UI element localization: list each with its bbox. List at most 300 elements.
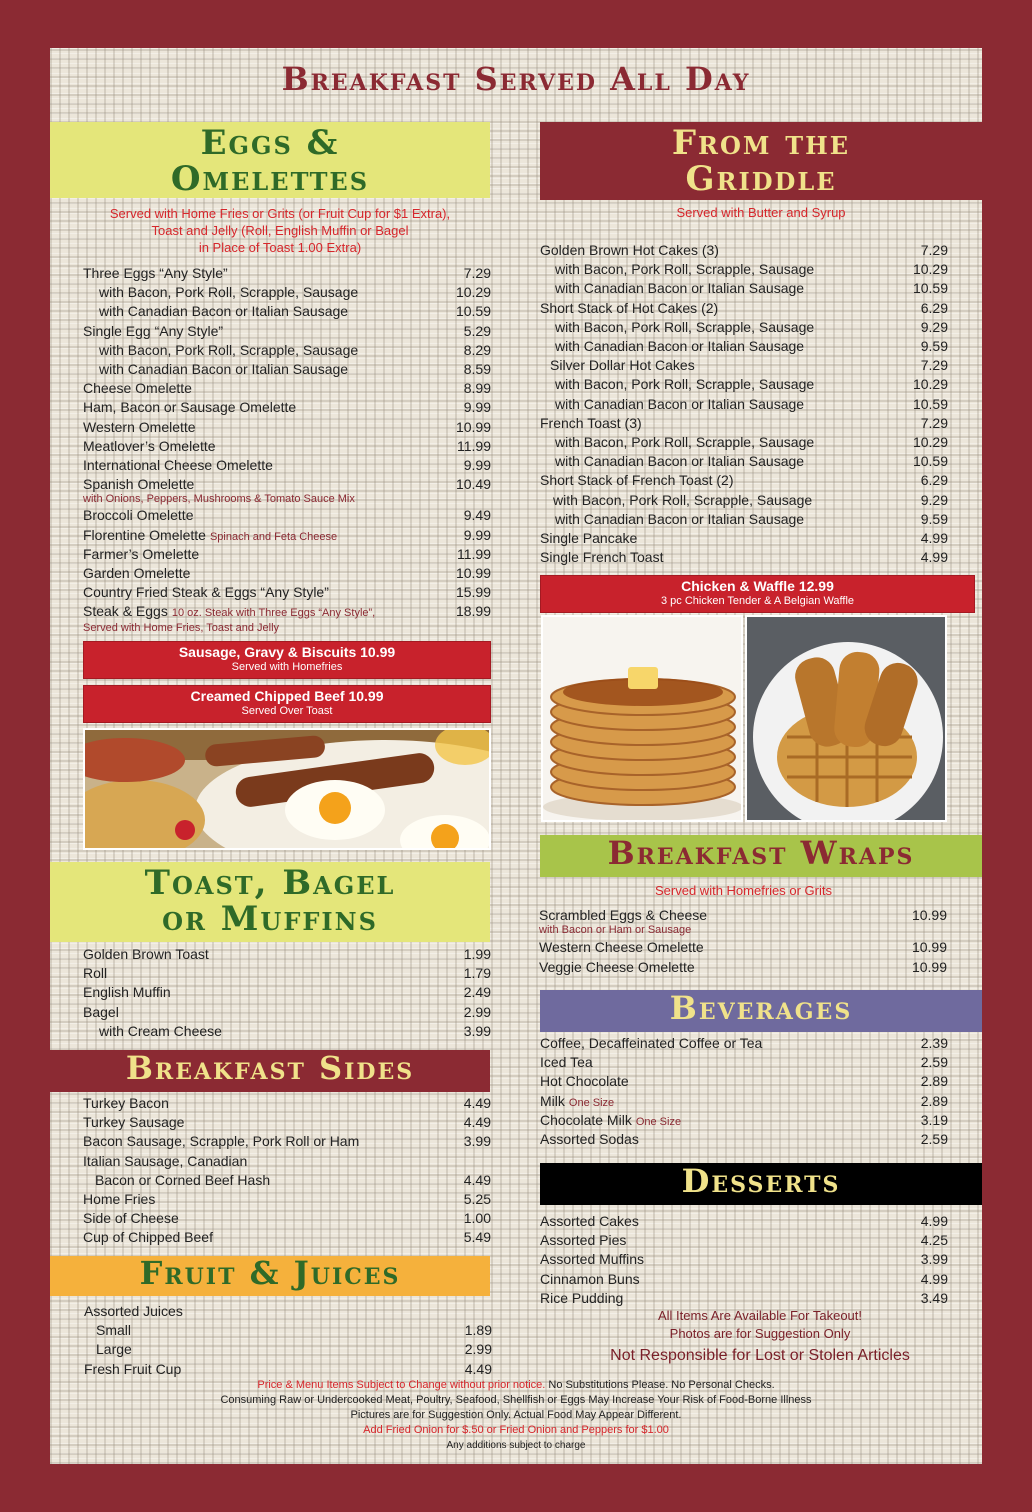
menu-item-name — [555, 319, 814, 336]
menu-item-price: 10.59 — [912, 453, 948, 470]
menu-item-name — [540, 415, 642, 432]
beverages-heading: Beverages — [540, 990, 982, 1032]
menu-item-label: with Bacon, Pork Roll, Scrapple, Sausage — [555, 434, 815, 450]
menu-item-label: French Toast (3) — [540, 414, 642, 431]
eggs-note-line1: Served with Home Fries or Grits (or Fruit Cup for $1 Extra), — [109, 206, 451, 221]
menu-item-price: 7.29 — [463, 265, 491, 281]
menu-item-label: Cinnamon Buns — [540, 1270, 640, 1287]
special-sausage-gravy — [83, 641, 491, 679]
menu-item-name — [99, 361, 348, 378]
menu-item-price: 10.59 — [912, 395, 948, 412]
menu-item — [83, 399, 491, 416]
menu-item-label: Veggie Cheese Omelette — [539, 959, 695, 975]
menu-item-label: Golden Brown Hot Cakes (3) — [540, 242, 719, 258]
menu-item-price: 4.49 — [463, 1114, 491, 1131]
menu-item-price: 10.29 — [912, 261, 948, 278]
menu-item-label: Assorted Pies — [540, 1232, 627, 1249]
menu-item-price: 9.59 — [920, 510, 948, 527]
menu-item-price: 3.49 — [920, 1289, 948, 1306]
menu-item-label: Assorted Cakes — [540, 1213, 639, 1229]
menu-item-label: Single Egg “Any Style” — [83, 322, 224, 339]
menu-item-label: Western Omelette — [83, 418, 196, 435]
menu-item-label: Fresh Fruit Cup — [84, 1360, 182, 1377]
griddle-heading-line2: Griddle — [685, 158, 837, 199]
menu-item-label: Assorted Muffins — [540, 1251, 645, 1268]
menu-item — [540, 1213, 948, 1230]
menu-item-name — [99, 342, 358, 359]
menu-item-price: 4.49 — [463, 1095, 491, 1111]
menu-item-price: 2.59 — [920, 1054, 948, 1071]
menu-item-label: Scrambled Eggs & Cheese — [539, 907, 708, 923]
footer-line2: Consuming Raw or Undercooked Meat, Poultry, Seafood, Shellfish or Eggs May Increase Your Risk of Food-Borne Illness — [220, 1394, 812, 1406]
griddle-heading-line1: From the — [671, 123, 851, 163]
menu-item-price: 2.39 — [920, 1035, 948, 1051]
menu-item-label: Florentine Omelette — [83, 526, 206, 543]
menu-item-name — [555, 434, 814, 451]
menu-item-label: Bacon or Corned Beef Hash — [95, 1171, 271, 1188]
menu-item-detail: One Size — [568, 1096, 615, 1109]
menu-item — [83, 1153, 491, 1170]
menu-item-label: Large — [96, 1341, 132, 1358]
pancakes-photo — [541, 615, 743, 822]
menu-item-name — [540, 242, 719, 259]
menu-item-price: 2.59 — [920, 1131, 948, 1147]
menu-item-price: 8.29 — [463, 341, 491, 358]
menu-item — [555, 338, 948, 355]
menu-item-label: Home Fries — [83, 1191, 156, 1207]
menu-item-name — [540, 1093, 614, 1112]
menu-item — [83, 1004, 491, 1021]
footer-disclaimer — [0, 1378, 1032, 1453]
menu-item-name — [540, 1232, 626, 1249]
breakfast-platter-image — [85, 730, 491, 850]
menu-item — [83, 438, 491, 455]
menu-item-label: Single French Toast — [540, 549, 664, 566]
menu-item — [555, 511, 948, 528]
menu-item — [83, 603, 491, 634]
menu-item-name — [84, 1361, 181, 1378]
menu-item-price: 5.49 — [463, 1229, 491, 1246]
menu-item — [83, 457, 491, 474]
chicken-waffle-image — [747, 617, 947, 822]
fruit-heading: Fruit & Juices — [50, 1256, 490, 1296]
menu-item-name — [83, 1095, 169, 1112]
menu-item-name — [83, 603, 375, 634]
menu-item — [83, 565, 491, 582]
menu-item-name — [540, 530, 637, 547]
menu-item-name — [99, 1023, 222, 1040]
menu-item-label: Western Cheese Omelette — [539, 939, 704, 955]
menu-item-price: 5.25 — [463, 1191, 491, 1207]
menu-item-detail: Spinach and Feta Cheese — [209, 530, 338, 543]
menu-item-label: Assorted Sodas — [540, 1131, 639, 1147]
pancakes-image — [543, 617, 743, 822]
special-chicken-waffle — [540, 575, 975, 613]
footer-substitution-notice: No Substitutions Please. No Personal Checks. — [548, 1379, 775, 1391]
menu-item-name — [83, 965, 107, 982]
lost-articles-line: Not Responsible for Lost or Stolen Articles — [610, 1347, 910, 1364]
menu-item-name — [83, 1210, 179, 1227]
menu-item-name — [555, 376, 814, 393]
wraps-heading: Breakfast Wraps — [540, 835, 982, 877]
menu-item — [83, 984, 491, 1001]
griddle-note: Served with Butter and Syrup — [676, 205, 846, 220]
menu-item-label: Ham, Bacon or Sausage Omelette — [83, 399, 297, 416]
menu-item-label: with Canadian Bacon or Italian Sausage — [555, 510, 805, 527]
menu-item-name — [83, 527, 337, 546]
menu-item — [84, 1303, 492, 1320]
menu-item-name — [83, 380, 192, 397]
menu-item — [540, 530, 948, 547]
menu-item — [540, 1131, 948, 1148]
menu-item-label: with Canadian Bacon or Italian Sausage — [555, 453, 805, 470]
menu-item-label: Iced Tea — [540, 1054, 593, 1071]
sides-heading: Breakfast Sides — [50, 1050, 490, 1092]
menu-item-price: 1.99 — [463, 946, 491, 962]
menu-item-name — [540, 300, 718, 317]
desserts-heading: Desserts — [540, 1163, 982, 1205]
menu-item-name — [83, 984, 171, 1001]
menu-item — [540, 415, 948, 432]
menu-item-name — [539, 907, 707, 936]
menu-item-name — [83, 507, 193, 524]
chicken-waffle-photo — [745, 615, 947, 822]
menu-item-label: with Canadian Bacon or Italian Sausage — [99, 361, 349, 377]
menu-item-price: 2.99 — [464, 1341, 492, 1358]
menu-item-name — [553, 492, 812, 509]
menu-item — [99, 342, 491, 359]
menu-item — [84, 1361, 492, 1378]
menu-item-name — [555, 396, 804, 413]
menu-item-name — [540, 1271, 640, 1288]
menu-item-label: Steak & Eggs — [83, 603, 168, 620]
footer-line4: Add Fried Onion for $.50 or Fried Onion and Peppers for $1.00 — [363, 1424, 669, 1436]
menu-item-price: 4.99 — [920, 549, 948, 566]
menu-item-price: 4.49 — [463, 1171, 491, 1188]
menu-item-name — [83, 265, 228, 282]
menu-item-name — [555, 511, 804, 528]
menu-item-label: International Cheese Omelette — [83, 457, 273, 473]
menu-item-name — [95, 1172, 270, 1189]
menu-item — [550, 357, 948, 374]
menu-item-label: Garden Omelette — [83, 565, 191, 581]
menu-item — [540, 1232, 948, 1249]
menu-item — [555, 319, 948, 336]
menu-item-price: 10.59 — [912, 280, 948, 297]
menu-item — [555, 376, 948, 393]
menu-item-price: 4.99 — [920, 530, 948, 546]
menu-title: Breakfast Served All Day — [281, 60, 751, 98]
menu-item-name — [83, 399, 296, 416]
menu-item — [83, 507, 491, 524]
menu-item-price: 7.29 — [920, 242, 948, 258]
menu-item-price: 4.49 — [464, 1360, 492, 1377]
takeout-line: All Items Are Available For Takeout! — [657, 1308, 862, 1323]
menu-item-name — [83, 1153, 247, 1170]
menu-item-price: 8.99 — [463, 380, 491, 397]
menu-item-label: Golden Brown Toast — [83, 946, 209, 962]
menu-item-label: Small — [96, 1322, 132, 1339]
menu-item-label: with Bacon, Pork Roll, Scrapple, Sausage — [99, 341, 359, 358]
menu-item — [553, 492, 948, 509]
menu-item-name — [540, 1112, 681, 1131]
menu-item — [83, 1210, 491, 1227]
menu-item-name — [555, 453, 804, 470]
menu-item-label: Single Pancake — [540, 530, 638, 546]
menu-item-price: 3.99 — [463, 1133, 491, 1150]
menu-item — [555, 453, 948, 470]
menu-item — [539, 959, 947, 976]
menu-item-label: with Bacon, Pork Roll, Scrapple, Sausage — [99, 284, 359, 301]
menu-item-price: 10.29 — [912, 434, 948, 450]
menu-item-label: Meatlover’s Omelette — [83, 437, 216, 454]
eggs-note-line2: Toast and Jelly (Roll, English Muffin or Bagel — [151, 223, 409, 238]
menu-item-label: Silver Dollar Hot Cakes — [550, 357, 695, 374]
eggs-omelettes-heading — [50, 122, 490, 198]
menu-item-name — [540, 1290, 623, 1307]
menu-item-name — [83, 546, 199, 563]
menu-item-description: with Onions, Peppers, Mushrooms & Tomato Sauce Mix — [83, 493, 355, 506]
menu-item-name — [83, 584, 329, 601]
menu-item — [555, 434, 948, 451]
menu-item — [99, 303, 491, 320]
menu-item — [83, 265, 491, 282]
eggs-note — [60, 205, 500, 256]
menu-item-price: 11.99 — [457, 545, 491, 562]
menu-item-price: 11.99 — [457, 437, 491, 454]
menu-item — [83, 1229, 491, 1246]
menu-item-label: with Canadian Bacon or Italian Sausage — [99, 303, 349, 320]
menu-item-name — [540, 1054, 593, 1071]
special-chicken-waffle-sub: 3 pc Chicken Tender & A Belgian Waffle — [660, 595, 855, 607]
menu-item-description: with Bacon or Ham or Sausage — [539, 924, 692, 936]
menu-item-price: 10.29 — [912, 376, 948, 393]
menu-item-label: Chocolate Milk — [540, 1111, 632, 1128]
menu-item-price: 3.19 — [920, 1111, 948, 1128]
special-sausage-gravy-title: Sausage, Gravy & Biscuits 10.99 — [178, 644, 396, 660]
special-chipped-beef — [83, 685, 491, 723]
footer-price-notice: Price & Menu Items Subject to Change without prior notice. — [257, 1379, 546, 1391]
menu-item-name — [540, 549, 663, 566]
menu-item-name — [83, 1004, 119, 1021]
menu-item-name — [540, 1035, 762, 1052]
menu-item — [540, 1290, 948, 1307]
menu-item-price: 10.49 — [455, 476, 491, 493]
menu-item — [83, 946, 491, 963]
menu-item-price: 9.99 — [463, 457, 491, 473]
menu-item — [540, 1112, 948, 1131]
menu-item-name — [99, 284, 358, 301]
menu-item-price: 9.29 — [920, 318, 948, 335]
menu-item — [95, 1172, 491, 1189]
menu-item-price: 10.99 — [911, 907, 947, 923]
menu-item — [83, 380, 491, 397]
menu-item-label: Bacon Sausage, Scrapple, Pork Roll or Ham — [83, 1133, 360, 1150]
menu-item-price: 2.99 — [463, 1003, 491, 1020]
menu-item-label: Roll — [83, 965, 108, 982]
menu-item-price: 3.99 — [463, 1022, 491, 1039]
menu-item — [83, 419, 491, 436]
menu-item — [83, 527, 491, 546]
menu-item — [540, 549, 948, 566]
menu-item-label: Coffee, Decaffeinated Coffee or Tea — [540, 1035, 763, 1051]
menu-item-label: with Canadian Bacon or Italian Sausage — [555, 280, 805, 297]
special-chicken-waffle-title: Chicken & Waffle 12.99 — [681, 578, 834, 594]
menu-item-price: 2.49 — [463, 984, 491, 1001]
menu-item-price: 6.29 — [920, 472, 948, 489]
menu-item-label: Italian Sausage, Canadian — [83, 1152, 248, 1169]
menu-item-name — [540, 1251, 644, 1268]
menu-item — [555, 280, 948, 297]
menu-item — [539, 907, 947, 936]
menu-item-label: Turkey Sausage — [83, 1114, 185, 1131]
menu-item — [540, 300, 948, 317]
menu-item — [83, 584, 491, 601]
special-chipped-beef-title: Creamed Chipped Beef 10.99 — [190, 688, 384, 704]
menu-item-name — [540, 1131, 639, 1148]
menu-item-price: 10.59 — [455, 303, 491, 320]
menu-item-name — [540, 472, 734, 489]
menu-item-name — [83, 1133, 359, 1150]
menu-item-price: 9.49 — [463, 507, 491, 524]
menu-item-price: 4.25 — [920, 1232, 948, 1249]
menu-item-detail: 10 oz. Steak with Three Eggs “Any Style”, — [171, 607, 376, 620]
menu-item-price: 6.29 — [920, 299, 948, 316]
menu-item-label: Hot Chocolate — [540, 1073, 629, 1090]
menu-item — [83, 1095, 491, 1112]
menu-item — [540, 1035, 948, 1052]
menu-item-price: 9.59 — [920, 338, 948, 354]
menu-item-label: with Canadian Bacon or Italian Sausage — [555, 395, 805, 412]
eggs-note-line3: in Place of Toast 1.00 Extra) — [198, 240, 362, 255]
menu-item — [83, 1133, 491, 1150]
menu-item-name — [83, 323, 223, 340]
menu-item — [99, 361, 491, 378]
menu-item-label: Short Stack of French Toast (2) — [540, 472, 734, 489]
menu-item-name — [539, 959, 695, 976]
menu-item-label: with Bacon, Pork Roll, Scrapple, Sausage — [555, 376, 815, 393]
menu-item-label: Broccoli Omelette — [83, 507, 194, 524]
menu-item-name — [555, 338, 804, 355]
menu-item-name — [83, 1229, 213, 1246]
menu-item-label: Milk — [540, 1092, 565, 1109]
menu-item-name — [555, 280, 804, 297]
footer-line1 — [0, 1378, 1032, 1393]
menu-item — [99, 284, 491, 301]
menu-item-name — [83, 946, 209, 963]
menu-item — [83, 965, 491, 982]
menu-item-price: 2.89 — [920, 1092, 948, 1109]
menu-item — [83, 476, 491, 505]
menu-item-name — [539, 939, 704, 956]
menu-item-name — [84, 1303, 183, 1320]
menu-item — [555, 261, 948, 278]
menu-item-name — [83, 1114, 184, 1131]
menu-item-name — [555, 261, 814, 278]
special-chipped-beef-sub: Served Over Toast — [241, 705, 333, 717]
menu-item-price: 10.99 — [455, 418, 491, 435]
menu-item-name — [96, 1322, 131, 1339]
menu-item-label: Assorted Juices — [84, 1303, 183, 1319]
menu-item — [540, 1054, 948, 1071]
menu-item-label: with Bacon, Pork Roll, Scrapple, Sausage — [553, 491, 813, 508]
takeout-notice — [560, 1307, 960, 1369]
menu-item-name — [83, 438, 216, 455]
menu-item-name — [540, 1213, 639, 1230]
menu-item-price: 9.99 — [463, 526, 491, 543]
menu-item-label: Cheese Omelette — [83, 380, 192, 397]
menu-item-label: with Bacon, Pork Roll, Scrapple, Sausage — [555, 261, 815, 278]
menu-item-name — [550, 357, 695, 374]
menu-item-price: 5.29 — [463, 322, 491, 339]
menu-item-label: with Cream Cheese — [99, 1022, 222, 1039]
wraps-note: Served with Homefries or Grits — [655, 883, 832, 898]
menu-item — [96, 1341, 492, 1358]
menu-item — [539, 939, 947, 956]
photos-line: Photos are for Suggestion Only — [669, 1326, 851, 1341]
menu-item — [83, 1191, 491, 1208]
menu-item-label: Short Stack of Hot Cakes (2) — [540, 299, 719, 316]
menu-item-price: 2.89 — [920, 1073, 948, 1090]
menu-item-label: Farmer’s Omelette — [83, 545, 200, 562]
menu-item — [83, 323, 491, 340]
menu-item — [83, 546, 491, 563]
menu-item — [96, 1322, 492, 1339]
menu-item-price: 8.59 — [463, 361, 491, 377]
menu-item — [83, 1114, 491, 1131]
menu-item-price: 10.99 — [911, 959, 947, 975]
menu-item-price: 1.89 — [464, 1322, 492, 1339]
menu-item-label: Turkey Bacon — [83, 1095, 169, 1111]
toast-heading-line1: Toast, Bagel — [144, 863, 396, 903]
menu-item-price: 10.99 — [455, 565, 491, 581]
menu-item-price: 10.99 — [911, 939, 947, 955]
menu-item-label: Rice Pudding — [540, 1289, 624, 1306]
menu-item — [540, 1251, 948, 1268]
breakfast-platter-photo — [83, 728, 491, 850]
menu-item-price: 15.99 — [455, 584, 491, 601]
griddle-heading — [540, 122, 982, 200]
menu-item-price: 9.99 — [463, 399, 491, 416]
menu-item-name — [83, 565, 190, 582]
menu-item-name — [83, 457, 273, 474]
menu-item-name — [83, 419, 196, 436]
toast-heading-line2: or Muffins — [162, 898, 378, 939]
menu-item-detail: One Size — [635, 1115, 682, 1128]
menu-item-label: Side of Cheese — [83, 1210, 179, 1227]
menu-item-price: 4.99 — [920, 1213, 948, 1229]
menu-item-name — [99, 303, 348, 320]
eggs-heading-line2: Omelettes — [170, 158, 370, 199]
menu-item — [555, 396, 948, 413]
menu-item — [540, 472, 948, 489]
menu-item-description: Served with Home Fries, Toast and Jelly — [83, 622, 280, 635]
menu-item-name — [96, 1341, 132, 1358]
menu-item-price: 7.29 — [920, 414, 948, 431]
menu-item-name — [83, 476, 355, 505]
menu-item-price: 4.99 — [920, 1270, 948, 1287]
menu-item-label: with Canadian Bacon or Italian Sausage — [555, 338, 805, 354]
menu-item-price: 10.29 — [455, 284, 491, 301]
footer-line5: Any additions subject to charge — [446, 1440, 586, 1451]
menu-item — [540, 1271, 948, 1288]
menu-item-price: 7.29 — [920, 357, 948, 374]
footer-line3: Pictures are for Suggestion Only. Actual Food May Appear Different. — [350, 1409, 682, 1421]
menu-item-label: English Muffin — [83, 984, 171, 1001]
menu-item — [540, 1073, 948, 1090]
menu-item-label: Bagel — [83, 1003, 119, 1020]
menu-item — [540, 242, 948, 259]
